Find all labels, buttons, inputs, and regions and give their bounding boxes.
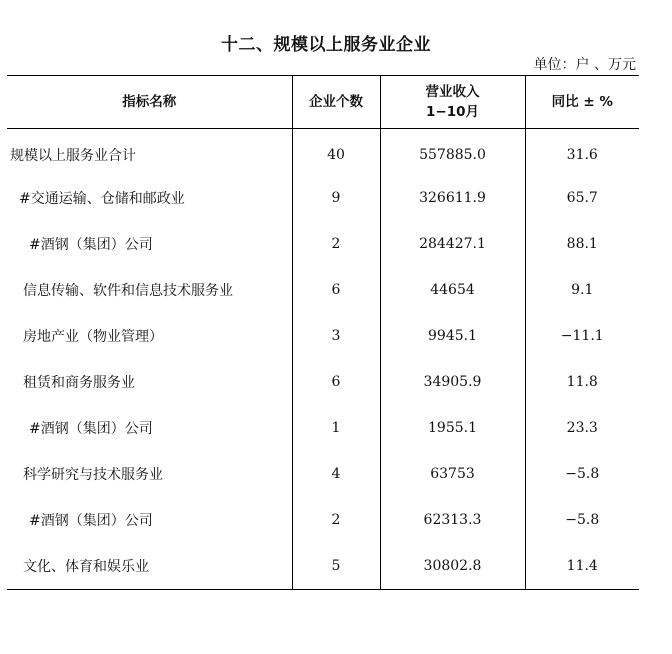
- table-row: [7, 129, 639, 176]
- header-indicator-name: 指标名称: [7, 76, 292, 129]
- header-enterprise-count: 企业个数: [292, 76, 380, 129]
- unit-label: 单位：户 、万元: [533, 57, 636, 73]
- row-name: 房地产业（物业管理）: [23, 329, 163, 345]
- row-name: #交通运输、仓储和邮政业: [19, 191, 185, 207]
- row-count: 9: [292, 175, 380, 221]
- row-yoy: 31.6: [525, 129, 639, 176]
- row-yoy: 88.1: [525, 221, 639, 267]
- row-yoy: 65.7: [525, 175, 639, 221]
- row-name: 信息传输、软件和信息技术服务业: [23, 283, 233, 299]
- header-revenue: [380, 76, 525, 129]
- row-name: 文化、体育和娱乐业: [7, 543, 292, 590]
- row-count: 4: [292, 451, 380, 497]
- header-revenue-line1: 营业收入: [425, 84, 480, 100]
- row-count: 1: [292, 405, 380, 451]
- row-name: #酒钢（集团）公司: [29, 513, 153, 529]
- row-name: 科学研究与技术服务业: [23, 467, 163, 483]
- row-name: 规模以上服务业合计: [10, 148, 136, 164]
- table-row: [7, 451, 639, 497]
- row-revenue: 63753: [380, 451, 525, 497]
- row-count: 40: [292, 129, 380, 176]
- row-count: 2: [292, 221, 380, 267]
- table-row: [7, 267, 639, 313]
- row-yoy: −5.8: [525, 497, 639, 543]
- statistics-table: [7, 75, 639, 590]
- table-header-row: [7, 76, 639, 129]
- header-yoy: 同比 ± %: [525, 76, 639, 129]
- table-row: [7, 405, 639, 451]
- row-yoy: 9.1: [525, 267, 639, 313]
- row-count: 6: [292, 267, 380, 313]
- row-count: 6: [292, 359, 380, 405]
- row-name: #酒钢（集团）公司: [29, 237, 153, 253]
- header-revenue-line2: 1−10月: [426, 104, 479, 120]
- row-count: 2: [292, 497, 380, 543]
- row-yoy: −11.1: [525, 313, 639, 359]
- row-name: #酒钢（集团）公司: [29, 421, 153, 437]
- row-revenue: 30802.8: [380, 543, 525, 590]
- table-row: [7, 221, 639, 267]
- row-revenue: 1955.1: [380, 405, 525, 451]
- table-row: [7, 175, 639, 221]
- table-row: [7, 313, 639, 359]
- table-row: [7, 497, 639, 543]
- row-revenue: 9945.1: [380, 313, 525, 359]
- row-revenue: 44654: [380, 267, 525, 313]
- row-revenue: 557885.0: [380, 129, 525, 176]
- row-count: 5: [292, 543, 380, 590]
- row-yoy: 11.8: [525, 359, 639, 405]
- row-revenue: 62313.3: [380, 497, 525, 543]
- table-row: [7, 543, 639, 590]
- row-count: 3: [292, 313, 380, 359]
- row-yoy: −5.8: [525, 451, 639, 497]
- row-yoy: 23.3: [525, 405, 639, 451]
- row-name: 租赁和商务服务业: [23, 375, 135, 391]
- row-yoy: 11.4: [525, 543, 639, 590]
- row-revenue: 284427.1: [380, 221, 525, 267]
- row-revenue: 34905.9: [380, 359, 525, 405]
- row-revenue: 326611.9: [380, 175, 525, 221]
- page-title: 十二、规模以上服务业企业: [221, 35, 431, 55]
- table-row: [7, 359, 639, 405]
